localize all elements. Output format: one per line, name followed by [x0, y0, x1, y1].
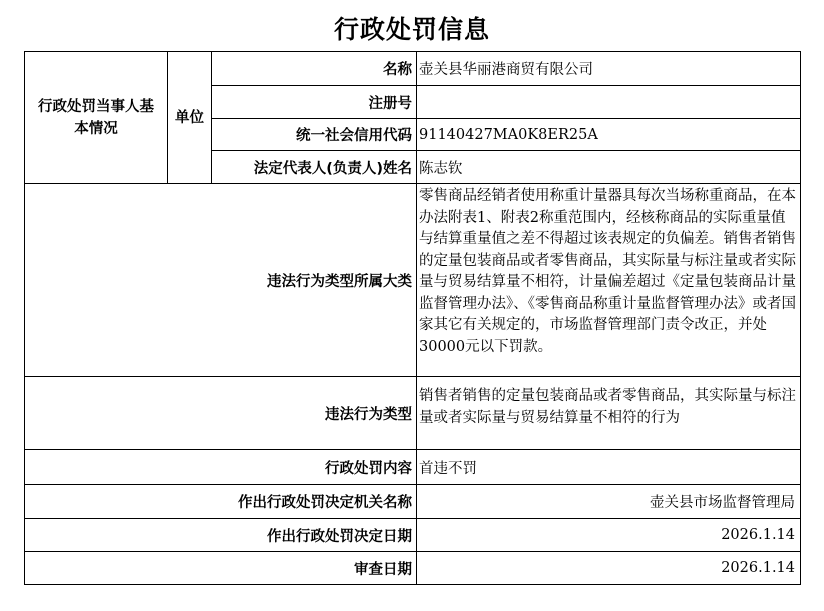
penalty-info-table	[24, 51, 801, 585]
name-label: 名称	[212, 52, 417, 86]
credit-value: 91140427MA0K8ER25A	[417, 119, 801, 151]
penalty-content-row	[25, 450, 801, 485]
penalty-content-label: 行政处罚内容	[25, 450, 417, 485]
violation-type-row	[25, 377, 801, 450]
authority-row	[25, 485, 801, 519]
violation-category-text: 零售商品经销者使用称重计量器具每次当场称重商品，在本办法附表1、附表2称重范围内，经核称商品的实际重量值与结算重量值之差不得超过该表规定的负偏差。销售者销售的定量包装商品或者零售商品，其实际量与标注量或者实际量与贸易结算量不相符，计量偏差超过《定量包装商品计量监督管理办法》、《零售商品称重计量监督管理办法》或者国家其它有关规定的，市场监督管理部门责令改正，并处30000元以下罚款。	[417, 184, 801, 377]
legal-label: 法定代表人(负责人)姓名	[212, 151, 417, 184]
reg-value	[417, 86, 801, 119]
party-section-label	[25, 52, 168, 184]
legal-value: 陈志钦	[417, 151, 801, 184]
review-date-row	[25, 552, 801, 585]
page-title: 行政处罚信息	[333, 15, 490, 44]
penalty-content-value: 首违不罚	[417, 450, 801, 485]
violation-category-label: 违法行为类型所属大类	[25, 184, 417, 377]
reg-label: 注册号	[212, 86, 417, 119]
authority-value: 壶关县市场监督管理局	[417, 485, 801, 519]
violation-category-row	[25, 184, 801, 377]
name-row	[25, 52, 801, 86]
violation-type-label: 违法行为类型	[25, 377, 417, 450]
review-date-value: 2026.1.14	[417, 552, 801, 585]
decision-date-row	[25, 519, 801, 552]
name-value: 壶关县华丽港商贸有限公司	[417, 52, 801, 86]
decision-date-value: 2026.1.14	[417, 519, 801, 552]
credit-label: 统一社会信用代码	[212, 119, 417, 151]
unit-label: 单位	[168, 52, 212, 184]
violation-type-text: 销售者销售的定量包装商品或者零售商品，其实际量与标注量或者实际量与贸易结算量不相符的行为	[417, 377, 801, 450]
party-section-label-text: 行政处罚当事人基本情况	[38, 98, 154, 137]
review-date-label: 审查日期	[25, 552, 417, 585]
authority-label: 作出行政处罚决定机关名称	[25, 485, 417, 519]
decision-date-label: 作出行政处罚决定日期	[25, 519, 417, 552]
